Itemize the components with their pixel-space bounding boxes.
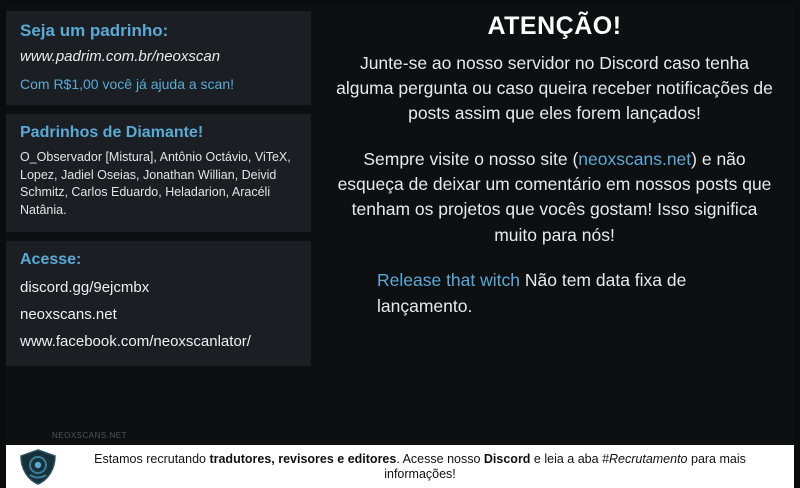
recruitment-text-2: . Acesse nosso bbox=[396, 451, 484, 466]
access-link-discord[interactable]: discord.gg/9ejcmbx bbox=[20, 278, 150, 296]
attention-heading: ATENÇÃO! bbox=[487, 12, 622, 40]
access-link-site[interactable]: neoxscans.net bbox=[20, 306, 117, 324]
recruitment-message bbox=[64, 452, 786, 482]
sponsor-panel bbox=[6, 11, 311, 105]
recruitment-channel: #Recrutamento bbox=[602, 451, 688, 466]
access-title: Acesse: bbox=[20, 250, 82, 268]
discord-invite-paragraph: Junte-se ao nosso servidor no Discord caso tenha alguma pergunta ou caso queira receber notificações de posts assim que eles forem lançados! bbox=[336, 52, 773, 124]
left-info-column bbox=[6, 5, 311, 366]
site-link[interactable]: neoxscans.net bbox=[578, 148, 692, 169]
site-visit-text-end: ) e não esqueça de deixar um comentário em nossos posts que tenham os projetos que vocês gostam! Isso significa muito para nós! bbox=[337, 148, 772, 245]
diamond-sponsors-panel bbox=[6, 114, 311, 232]
recruitment-footer bbox=[6, 431, 794, 488]
recruitment-text-3: e leia a aba bbox=[530, 451, 603, 466]
recruitment-text-1: Estamos recrutando bbox=[94, 451, 210, 466]
neox-shield-icon bbox=[12, 448, 64, 486]
series-schedule-note: Não tem data fixa de lançamento. bbox=[377, 270, 687, 316]
sponsor-title: Seja um padrinho: bbox=[20, 21, 169, 40]
access-panel bbox=[6, 241, 311, 366]
diamond-sponsors-title: Padrinhos de Diamante! bbox=[20, 123, 204, 141]
recruitment-text-4: para mais informações! bbox=[384, 451, 746, 481]
recruitment-discord: Discord bbox=[483, 451, 531, 466]
access-link-facebook[interactable]: www.facebook.com/neoxscanlator/ bbox=[20, 333, 251, 351]
recruitment-roles: tradutores, revisores e editores bbox=[209, 451, 397, 466]
announcement-column bbox=[311, 5, 794, 319]
content-area bbox=[6, 5, 794, 445]
sponsor-note: Com R$1,00 você já ajuda a scan! bbox=[20, 75, 235, 92]
release-schedule-paragraph bbox=[329, 268, 780, 319]
site-visit-paragraph bbox=[329, 147, 780, 249]
watermark-top: NEOXSCANS.NET bbox=[52, 431, 127, 440]
series-title: Release that witch bbox=[377, 270, 520, 291]
diamond-sponsors-names: O_Observador [Mistura], Antônio Octávio, ViTeX, Lopez, Jadiel Oseias, Jonathan Willian, Deivid Schmitz, Carlos Eduardo, Heladarion, Aracéli Natânia. bbox=[20, 149, 291, 218]
site-visit-text-start: Sempre visite o nosso site ( bbox=[363, 148, 579, 169]
sponsor-url[interactable]: www.padrim.com.br/neoxscan bbox=[20, 48, 221, 66]
